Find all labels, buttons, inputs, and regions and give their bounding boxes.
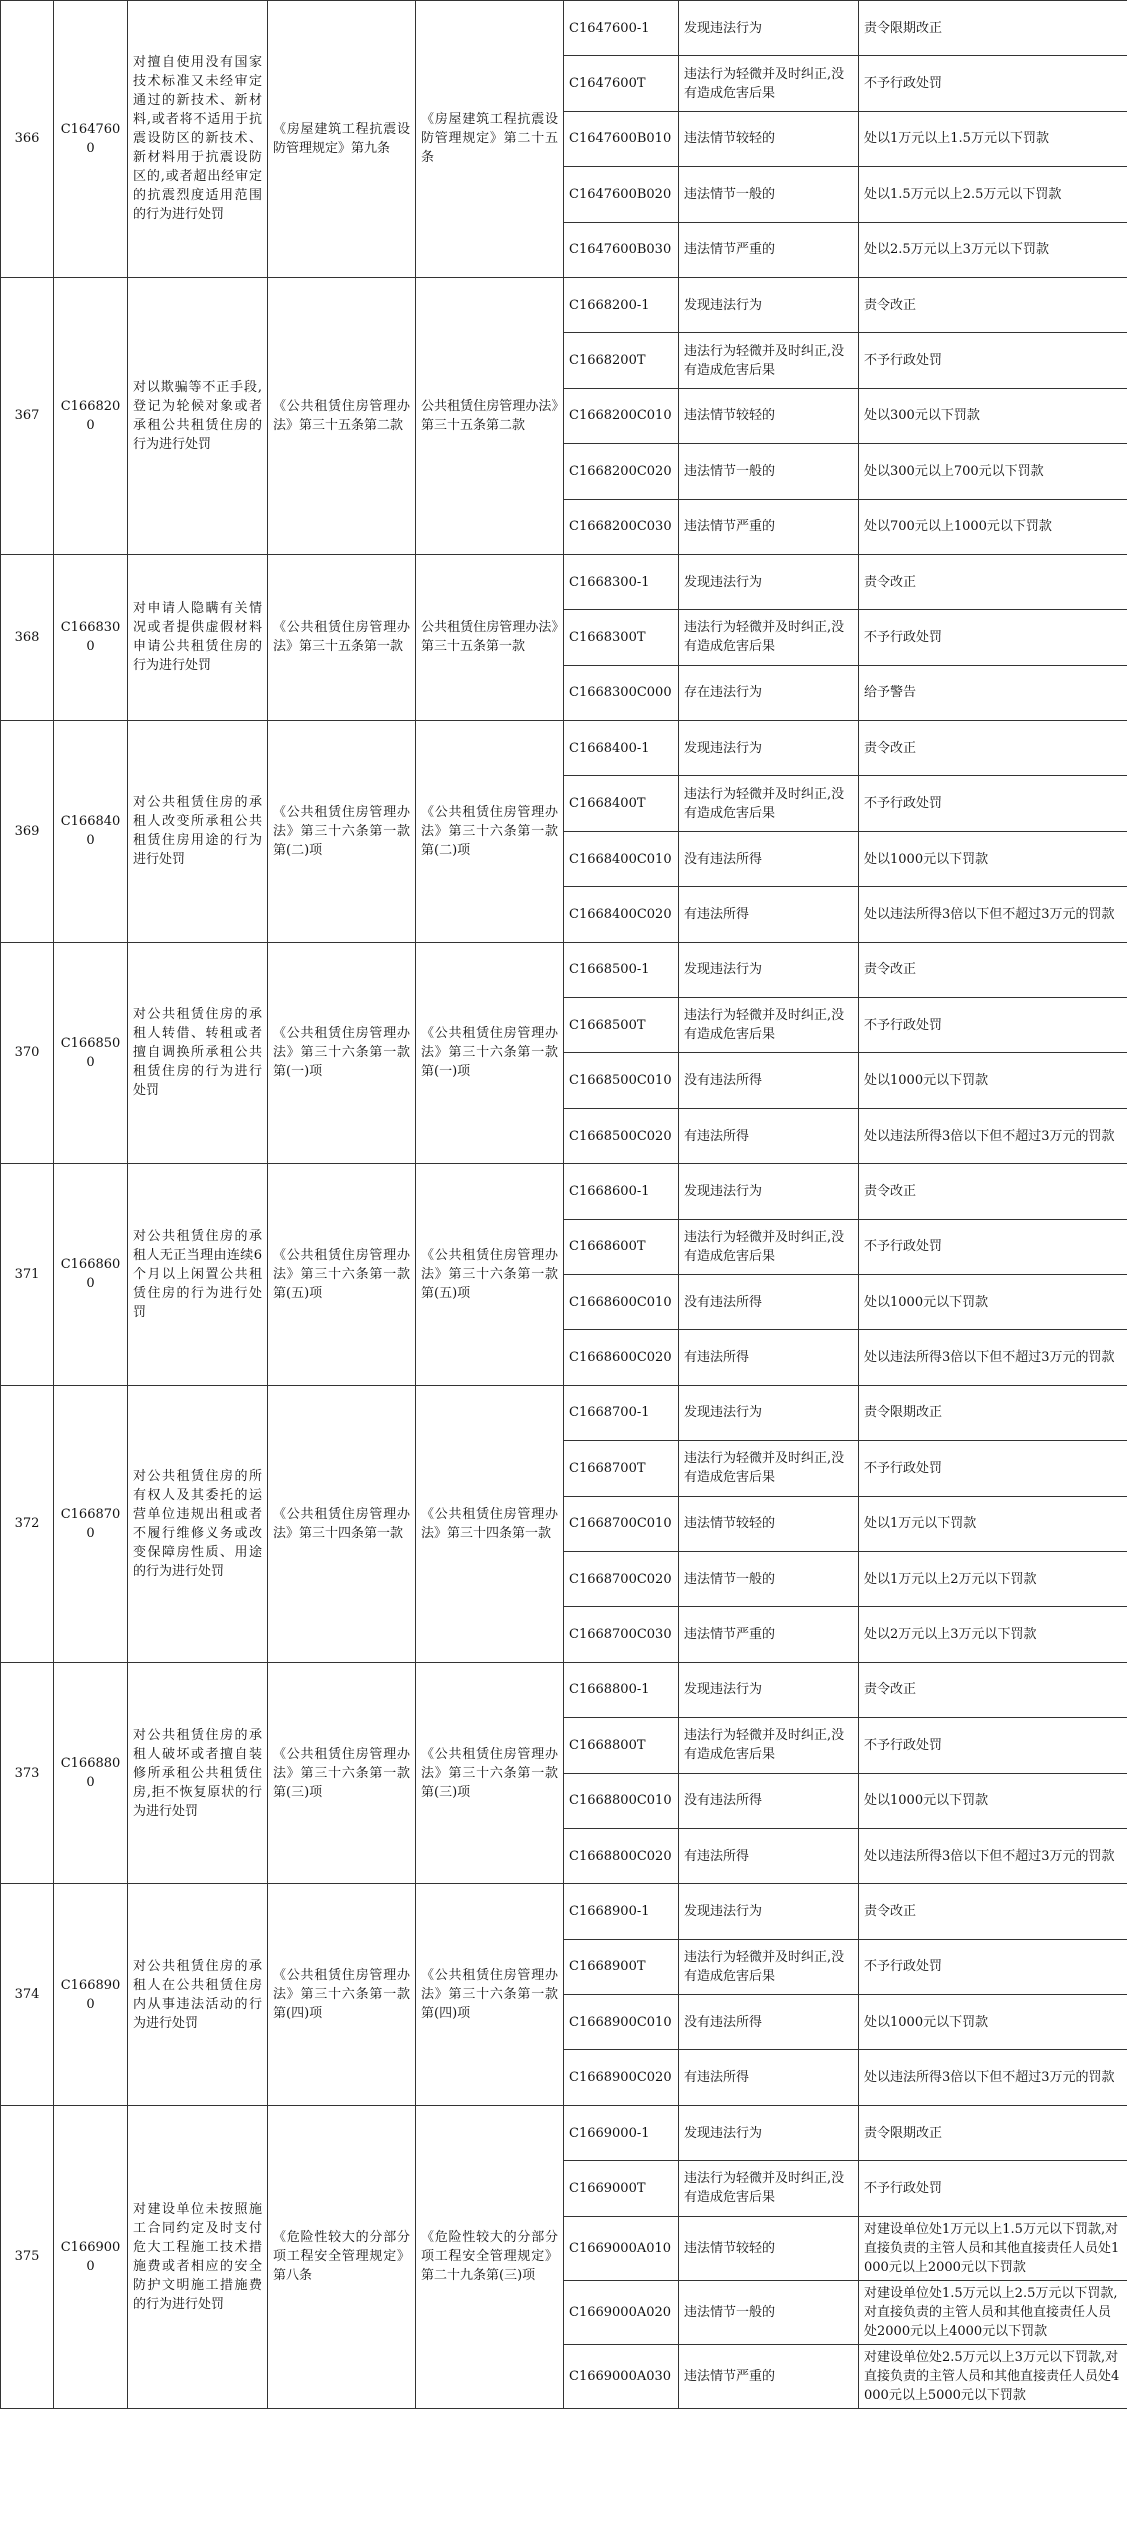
penalty-basis: 《公共租赁住房管理办法》第三十六条第一款第(三)项 (416, 1662, 564, 1884)
penalty-standard: 责令改正 (859, 1662, 1127, 1717)
penalty-standard: 责令限期改正 (859, 1385, 1127, 1440)
penalty-standard: 不予行政处罚 (859, 2161, 1127, 2216)
table-row (1, 277, 1127, 332)
violation-circumstance: 没有违法所得 (679, 1274, 859, 1329)
penalty-standard: 处以违法所得3倍以下但不超过3万元的罚款 (859, 887, 1127, 942)
table-row (1, 1164, 1127, 1219)
legal-basis: 《公共租赁住房管理办法》第三十六条第一款第(一)项 (268, 942, 416, 1164)
item-number: 371 (1, 1164, 54, 1386)
sub-item-code: C1647600-1 (564, 1, 679, 56)
violation-circumstance: 存在违法行为 (679, 665, 859, 720)
sub-item-code: C1668400C020 (564, 887, 679, 942)
sub-item-code: C1668900C010 (564, 1995, 679, 2050)
penalty-standard: 责令限期改正 (859, 1, 1127, 56)
penalty-standard: 责令改正 (859, 942, 1127, 997)
item-description: 对公共租赁住房的承租人转借、转租或者擅自调换所承租公共租赁住房的行为进行处罚 (128, 942, 268, 1164)
sub-item-code: C1668600C020 (564, 1330, 679, 1385)
violation-circumstance: 发现违法行为 (679, 942, 859, 997)
sub-item-code: C1668400-1 (564, 721, 679, 776)
penalty-basis: 《公共租赁住房管理办法》第三十六条第一款第(二)项 (416, 721, 564, 943)
penalty-standard: 处以300元以上700元以下罚款 (859, 444, 1127, 499)
sub-item-code: C1668600T (564, 1219, 679, 1274)
penalty-standard: 对建设单位处1万元以上1.5万元以下罚款,对直接负责的主管人员和其他直接责任人员处1000元以上2000元以下罚款 (859, 2216, 1127, 2280)
item-code: C1668600 (54, 1164, 128, 1386)
violation-circumstance: 违法行为轻微并及时纠正,没有造成危害后果 (679, 2161, 859, 2216)
sub-item-code: C1669000T (564, 2161, 679, 2216)
penalty-basis: 公共租赁住房管理办法》第三十五条第二款 (416, 277, 564, 554)
sub-item-code: C1647600B020 (564, 167, 679, 222)
sub-item-code: C1668800T (564, 1718, 679, 1773)
item-code: C1668200 (54, 277, 128, 554)
penalty-standard: 不予行政处罚 (859, 776, 1127, 831)
sub-item-code: C1668300-1 (564, 554, 679, 609)
penalty-basis: 《公共租赁住房管理办法》第三十四条第一款 (416, 1385, 564, 1662)
penalty-standard: 不予行政处罚 (859, 1939, 1127, 1994)
item-code: C1668900 (54, 1884, 128, 2106)
item-number: 373 (1, 1662, 54, 1884)
violation-circumstance: 违法行为轻微并及时纠正,没有造成危害后果 (679, 1939, 859, 1994)
item-description: 对公共租赁住房的承租人在公共租赁住房内从事违法活动的行为进行处罚 (128, 1884, 268, 2106)
item-description: 对公共租赁住房的承租人无正当理由连续6个月以上闲置公共租赁住房的行为进行处罚 (128, 1164, 268, 1386)
violation-circumstance: 发现违法行为 (679, 1884, 859, 1939)
penalty-standard: 责令改正 (859, 1164, 1127, 1219)
table-row (1, 1884, 1127, 1939)
penalty-standard: 处以700元以上1000元以下罚款 (859, 499, 1127, 554)
sub-item-code: C1668500C020 (564, 1108, 679, 1163)
sub-item-code: C1668200-1 (564, 277, 679, 332)
violation-circumstance: 发现违法行为 (679, 1385, 859, 1440)
violation-circumstance: 违法情节较轻的 (679, 1496, 859, 1551)
penalty-standard: 处以1万元以上1.5万元以下罚款 (859, 111, 1127, 166)
penalty-basis: 公共租赁住房管理办法》第三十五条第一款 (416, 554, 564, 720)
penalty-standard: 不予行政处罚 (859, 56, 1127, 111)
penalty-standard: 责令限期改正 (859, 2105, 1127, 2160)
penalty-standard: 处以1.5万元以上2.5万元以下罚款 (859, 167, 1127, 222)
violation-circumstance: 违法情节较轻的 (679, 111, 859, 166)
penalty-standard: 不予行政处罚 (859, 610, 1127, 665)
item-description: 对擅自使用没有国家技术标准又未经审定通过的新技术、新材料,或者将不适用于抗震设防区的新技术、新材料用于抗震设防区的,或者超出经审定的抗震烈度适用范围的行为进行处罚 (128, 1, 268, 278)
sub-item-code: C1668800-1 (564, 1662, 679, 1717)
violation-circumstance: 有违法所得 (679, 2050, 859, 2105)
penalty-standard: 不予行政处罚 (859, 1441, 1127, 1496)
penalty-standard: 处以1000元以下罚款 (859, 1274, 1127, 1329)
item-number: 375 (1, 2105, 54, 2408)
item-description: 对申请人隐瞒有关情况或者提供虚假材料申请公共租赁住房的行为进行处罚 (128, 554, 268, 720)
sub-item-code: C1668200C030 (564, 499, 679, 554)
violation-circumstance: 发现违法行为 (679, 2105, 859, 2160)
violation-circumstance: 违法行为轻微并及时纠正,没有造成危害后果 (679, 610, 859, 665)
item-description: 对公共租赁住房的承租人改变所承租公共租赁住房用途的行为进行处罚 (128, 721, 268, 943)
sub-item-code: C1668200C010 (564, 388, 679, 443)
item-code: C1668800 (54, 1662, 128, 1884)
penalty-standard: 责令改正 (859, 554, 1127, 609)
penalty-basis: 《公共租赁住房管理办法》第三十六条第一款第(四)项 (416, 1884, 564, 2106)
violation-circumstance: 有违法所得 (679, 1108, 859, 1163)
legal-basis: 《公共租赁住房管理办法》第三十五条第一款 (268, 554, 416, 720)
sub-item-code: C1669000A010 (564, 2216, 679, 2280)
table-row (1, 1662, 1127, 1717)
violation-circumstance: 违法情节一般的 (679, 167, 859, 222)
sub-item-code: C1668200T (564, 333, 679, 388)
legal-basis: 《房屋建筑工程抗震设防管理规定》第九条 (268, 1, 416, 278)
sub-item-code: C1668600C010 (564, 1274, 679, 1329)
legal-basis: 《公共租赁住房管理办法》第三十六条第一款第(二)项 (268, 721, 416, 943)
item-number: 367 (1, 277, 54, 554)
violation-circumstance: 有违法所得 (679, 887, 859, 942)
legal-basis: 《公共租赁住房管理办法》第三十五条第二款 (268, 277, 416, 554)
violation-circumstance: 违法行为轻微并及时纠正,没有造成危害后果 (679, 1441, 859, 1496)
table-row (1, 1, 1127, 56)
penalty-standard: 处以1000元以下罚款 (859, 1995, 1127, 2050)
violation-circumstance: 有违法所得 (679, 1330, 859, 1385)
item-code: C1647600 (54, 1, 128, 278)
sub-item-code: C1647600T (564, 56, 679, 111)
sub-item-code: C1668400T (564, 776, 679, 831)
legal-basis: 《公共租赁住房管理办法》第三十六条第一款第(四)项 (268, 1884, 416, 2106)
item-description: 对公共租赁住房的承租人破坏或者擅自装修所承租公共租赁住房,拒不恢复原状的行为进行处罚 (128, 1662, 268, 1884)
sub-item-code: C1668800C020 (564, 1828, 679, 1883)
sub-item-code: C1668700-1 (564, 1385, 679, 1440)
table-row (1, 554, 1127, 609)
table-row (1, 2105, 1127, 2160)
item-code: C1668300 (54, 554, 128, 720)
penalty-standard: 责令改正 (859, 1884, 1127, 1939)
item-number: 369 (1, 721, 54, 943)
item-description: 对以欺骗等不正手段,登记为轮候对象或者承租公共租赁住房的行为进行处罚 (128, 277, 268, 554)
sub-item-code: C1668200C020 (564, 444, 679, 499)
item-description: 对建设单位未按照施工合同约定及时支付危大工程施工技术措施费或者相应的安全防护文明施工措施费的行为进行处罚 (128, 2105, 268, 2408)
sub-item-code: C1668500C010 (564, 1053, 679, 1108)
violation-circumstance: 违法行为轻微并及时纠正,没有造成危害后果 (679, 1718, 859, 1773)
violation-circumstance: 违法情节严重的 (679, 499, 859, 554)
violation-circumstance: 违法行为轻微并及时纠正,没有造成危害后果 (679, 333, 859, 388)
penalty-standard: 给予警告 (859, 665, 1127, 720)
violation-circumstance: 发现违法行为 (679, 1, 859, 56)
penalty-standard: 不予行政处罚 (859, 998, 1127, 1053)
sub-item-code: C1668500T (564, 998, 679, 1053)
penalty-standard: 处以违法所得3倍以下但不超过3万元的罚款 (859, 1108, 1127, 1163)
penalty-basis: 《危险性较大的分部分项工程安全管理规定》第二十九条第(三)项 (416, 2105, 564, 2408)
item-number: 370 (1, 942, 54, 1164)
penalty-standard: 处以1万元以上2万元以下罚款 (859, 1551, 1127, 1606)
table-body (1, 1, 1127, 2409)
violation-circumstance: 有违法所得 (679, 1828, 859, 1883)
sub-item-code: C1647600B010 (564, 111, 679, 166)
item-code: C1668700 (54, 1385, 128, 1662)
penalty-basis: 《公共租赁住房管理办法》第三十六条第一款第(五)项 (416, 1164, 564, 1386)
violation-circumstance: 违法情节一般的 (679, 444, 859, 499)
item-code: C1668400 (54, 721, 128, 943)
violation-circumstance: 违法情节一般的 (679, 1551, 859, 1606)
violation-circumstance: 没有违法所得 (679, 1995, 859, 2050)
item-number: 366 (1, 1, 54, 278)
sub-item-code: C1668300T (564, 610, 679, 665)
table-row (1, 721, 1127, 776)
legal-basis: 《公共租赁住房管理办法》第三十四条第一款 (268, 1385, 416, 1662)
sub-item-code: C1668900T (564, 1939, 679, 1994)
sub-item-code: C1668700C030 (564, 1607, 679, 1662)
sub-item-code: C1668700C020 (564, 1551, 679, 1606)
item-number: 374 (1, 1884, 54, 2106)
penalty-standard: 处以1000元以下罚款 (859, 1053, 1127, 1108)
penalty-standard: 处以300元以下罚款 (859, 388, 1127, 443)
violation-circumstance: 违法行为轻微并及时纠正,没有造成危害后果 (679, 776, 859, 831)
sub-item-code: C1668300C000 (564, 665, 679, 720)
penalty-standard: 不予行政处罚 (859, 1718, 1127, 1773)
sub-item-code: C1668900C020 (564, 2050, 679, 2105)
penalty-standard: 处以1万元以下罚款 (859, 1496, 1127, 1551)
penalty-standard: 不予行政处罚 (859, 333, 1127, 388)
violation-circumstance: 违法情节较轻的 (679, 388, 859, 443)
penalty-basis: 《房屋建筑工程抗震设防管理规定》第二十五条 (416, 1, 564, 278)
sub-item-code: C1668500-1 (564, 942, 679, 997)
violation-circumstance: 违法情节一般的 (679, 2280, 859, 2344)
violation-circumstance: 违法情节严重的 (679, 2344, 859, 2408)
violation-circumstance: 违法情节严重的 (679, 1607, 859, 1662)
legal-basis: 《危险性较大的分部分项工程安全管理规定》第八条 (268, 2105, 416, 2408)
sub-item-code: C1668400C010 (564, 831, 679, 886)
sub-item-code: C1668700C010 (564, 1496, 679, 1551)
penalty-standard: 处以1000元以下罚款 (859, 1773, 1127, 1828)
table-row (1, 942, 1127, 997)
item-code: C1669000 (54, 2105, 128, 2408)
item-number: 372 (1, 1385, 54, 1662)
penalty-standard: 处以1000元以下罚款 (859, 831, 1127, 886)
violation-circumstance: 发现违法行为 (679, 721, 859, 776)
violation-circumstance: 发现违法行为 (679, 1164, 859, 1219)
penalty-standard: 处以违法所得3倍以下但不超过3万元的罚款 (859, 1828, 1127, 1883)
violation-circumstance: 违法情节严重的 (679, 222, 859, 277)
sub-item-code: C1669000A030 (564, 2344, 679, 2408)
sub-item-code: C1669000-1 (564, 2105, 679, 2160)
penalty-standard: 责令改正 (859, 277, 1127, 332)
penalty-standard: 处以2万元以上3万元以下罚款 (859, 1607, 1127, 1662)
penalty-standard: 处以违法所得3倍以下但不超过3万元的罚款 (859, 1330, 1127, 1385)
penalty-standard: 对建设单位处1.5万元以上2.5万元以下罚款,对直接负责的主管人员和其他直接责任人员处2000元以上4000元以下罚款 (859, 2280, 1127, 2344)
sub-item-code: C1668900-1 (564, 1884, 679, 1939)
legal-basis: 《公共租赁住房管理办法》第三十六条第一款第(五)项 (268, 1164, 416, 1386)
item-code: C1668500 (54, 942, 128, 1164)
item-description: 对公共租赁住房的所有权人及其委托的运营单位违规出租或者不履行维修义务或改变保障房性质、用途的行为进行处罚 (128, 1385, 268, 1662)
violation-circumstance: 发现违法行为 (679, 1662, 859, 1717)
violation-circumstance: 没有违法所得 (679, 1773, 859, 1828)
penalty-standard: 对建设单位处2.5万元以上3万元以下罚款,对直接负责的主管人员和其他直接责任人员处4000元以上5000元以下罚款 (859, 2344, 1127, 2408)
violation-circumstance: 没有违法所得 (679, 831, 859, 886)
violation-circumstance: 发现违法行为 (679, 554, 859, 609)
item-number: 368 (1, 554, 54, 720)
violation-circumstance: 违法行为轻微并及时纠正,没有造成危害后果 (679, 56, 859, 111)
sub-item-code: C1668800C010 (564, 1773, 679, 1828)
violation-circumstance: 违法行为轻微并及时纠正,没有造成危害后果 (679, 1219, 859, 1274)
penalty-basis: 《公共租赁住房管理办法》第三十六条第一款第(一)项 (416, 942, 564, 1164)
sub-item-code: C1668600-1 (564, 1164, 679, 1219)
violation-circumstance: 没有违法所得 (679, 1053, 859, 1108)
violation-circumstance: 违法行为轻微并及时纠正,没有造成危害后果 (679, 998, 859, 1053)
violation-circumstance: 发现违法行为 (679, 277, 859, 332)
table-row (1, 1385, 1127, 1440)
sub-item-code: C1668700T (564, 1441, 679, 1496)
penalty-standard: 责令改正 (859, 721, 1127, 776)
penalty-standard: 处以2.5万元以上3万元以下罚款 (859, 222, 1127, 277)
legal-basis: 《公共租赁住房管理办法》第三十六条第一款第(三)项 (268, 1662, 416, 1884)
sub-item-code: C1669000A020 (564, 2280, 679, 2344)
penalty-standard: 处以违法所得3倍以下但不超过3万元的罚款 (859, 2050, 1127, 2105)
violation-circumstance: 违法情节较轻的 (679, 2216, 859, 2280)
penalty-standard: 不予行政处罚 (859, 1219, 1127, 1274)
sub-item-code: C1647600B030 (564, 222, 679, 277)
